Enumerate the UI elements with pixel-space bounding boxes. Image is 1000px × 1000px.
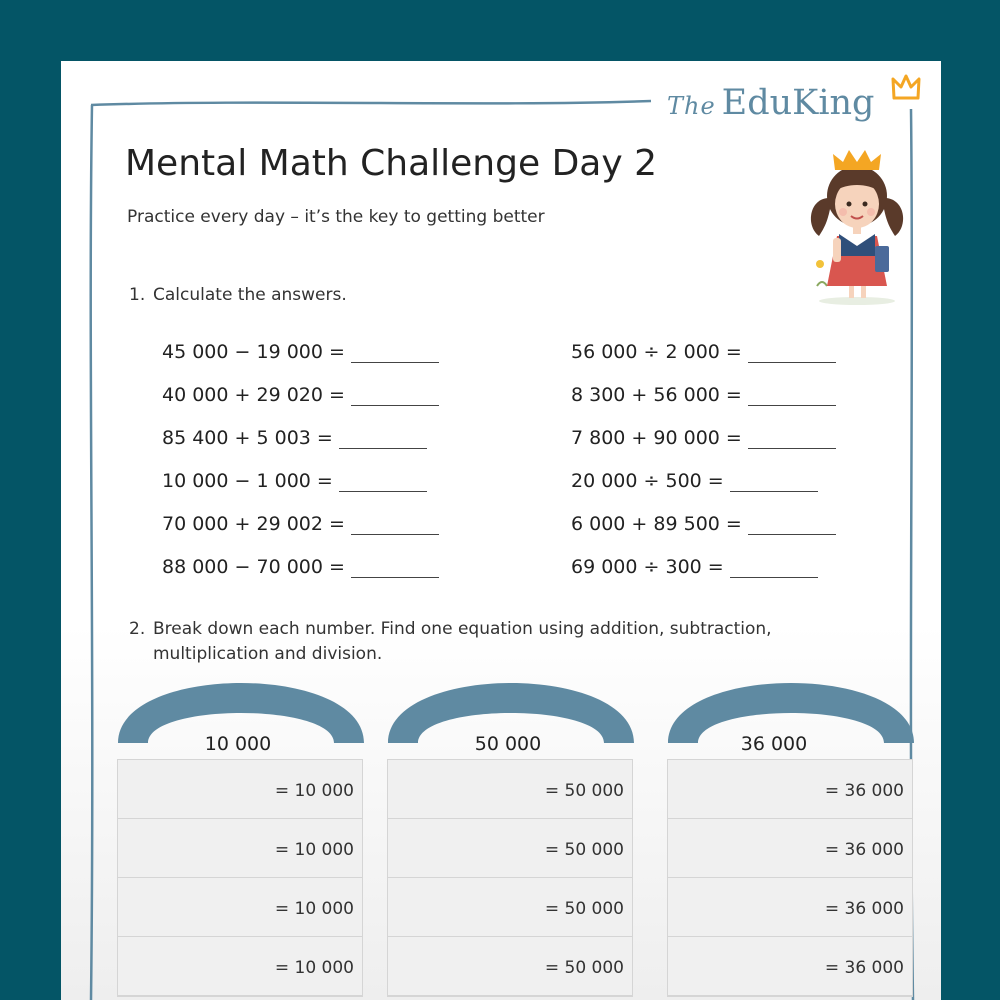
problem-row [162, 470, 427, 500]
answer-blank[interactable] [748, 514, 836, 535]
problem-expression: 88 000 − 70 000 = [162, 556, 345, 578]
question-1-text: Calculate the answers. [153, 285, 347, 305]
problem-row [162, 341, 439, 371]
target-number-3: 36 000 [740, 733, 808, 755]
question-2-text-line2: multiplication and division. [153, 644, 383, 664]
equation-cell[interactable]: = 50 000 [388, 819, 632, 878]
question-2 [129, 617, 819, 667]
equation-cell[interactable]: = 50 000 [388, 937, 632, 996]
brand-logo [667, 83, 874, 123]
brand-name: EduKing [721, 83, 875, 123]
equation-cell[interactable]: = 36 000 [668, 878, 912, 937]
question-2-number: 2. [129, 619, 146, 639]
crown-icon [891, 73, 921, 101]
page-subtitle: Practice every day – it’s the key to getting better [127, 207, 545, 227]
problem-expression: 10 000 − 1 000 = [162, 470, 333, 492]
problem-expression: 7 800 + 90 000 = [571, 427, 742, 449]
target-number-1: 10 000 [204, 733, 272, 755]
answer-blank[interactable] [351, 385, 439, 406]
problem-row [162, 384, 439, 414]
answer-blank[interactable] [351, 342, 439, 363]
answer-blank[interactable] [730, 557, 818, 578]
equation-column-2 [387, 759, 633, 997]
equation-cell[interactable]: = 50 000 [388, 760, 632, 819]
equation-cell[interactable]: = 10 000 [118, 878, 362, 937]
problem-expression: 69 000 ÷ 300 = [571, 556, 724, 578]
problem-expression: 40 000 + 29 020 = [162, 384, 345, 406]
answer-blank[interactable] [748, 385, 836, 406]
answer-blank[interactable] [748, 342, 836, 363]
equation-cell[interactable]: = 36 000 [668, 760, 912, 819]
question-1-number: 1. [129, 285, 146, 305]
problem-row [571, 556, 818, 586]
equation-column-1 [117, 759, 363, 997]
problem-row [571, 427, 836, 457]
problem-expression: 8 300 + 56 000 = [571, 384, 742, 406]
target-number-2: 50 000 [474, 733, 542, 755]
problem-row [571, 341, 836, 371]
worksheet [61, 61, 941, 1000]
equation-cell[interactable]: = 36 000 [668, 819, 912, 878]
equation-cell[interactable]: = 10 000 [118, 760, 362, 819]
answer-blank[interactable] [339, 471, 427, 492]
problem-expression: 20 000 ÷ 500 = [571, 470, 724, 492]
answer-blank[interactable] [351, 514, 439, 535]
brand-prefix: The [667, 92, 716, 120]
equation-column-3 [667, 759, 913, 997]
problem-row [571, 384, 836, 414]
problem-row [162, 556, 439, 586]
girl-illustration [787, 136, 927, 306]
equation-cell[interactable]: = 50 000 [388, 878, 632, 937]
equation-cell[interactable]: = 10 000 [118, 937, 362, 996]
problem-expression: 70 000 + 29 002 = [162, 513, 345, 535]
problem-expression: 45 000 − 19 000 = [162, 341, 345, 363]
problem-row [571, 470, 818, 500]
answer-blank[interactable] [351, 557, 439, 578]
page-title: Mental Math Challenge Day 2 [125, 143, 658, 184]
problem-row [162, 513, 439, 543]
question-1 [129, 283, 347, 308]
answer-blank[interactable] [339, 428, 427, 449]
problem-expression: 6 000 + 89 500 = [571, 513, 742, 535]
problem-expression: 85 400 + 5 003 = [162, 427, 333, 449]
answer-blank[interactable] [730, 471, 818, 492]
equation-cell[interactable]: = 36 000 [668, 937, 912, 996]
question-2-text-line1: Break down each number. Find one equation using addition, subtraction, [153, 619, 772, 639]
problem-row [162, 427, 427, 457]
problem-row [571, 513, 836, 543]
equation-cell[interactable]: = 10 000 [118, 819, 362, 878]
answer-blank[interactable] [748, 428, 836, 449]
problem-expression: 56 000 ÷ 2 000 = [571, 341, 742, 363]
